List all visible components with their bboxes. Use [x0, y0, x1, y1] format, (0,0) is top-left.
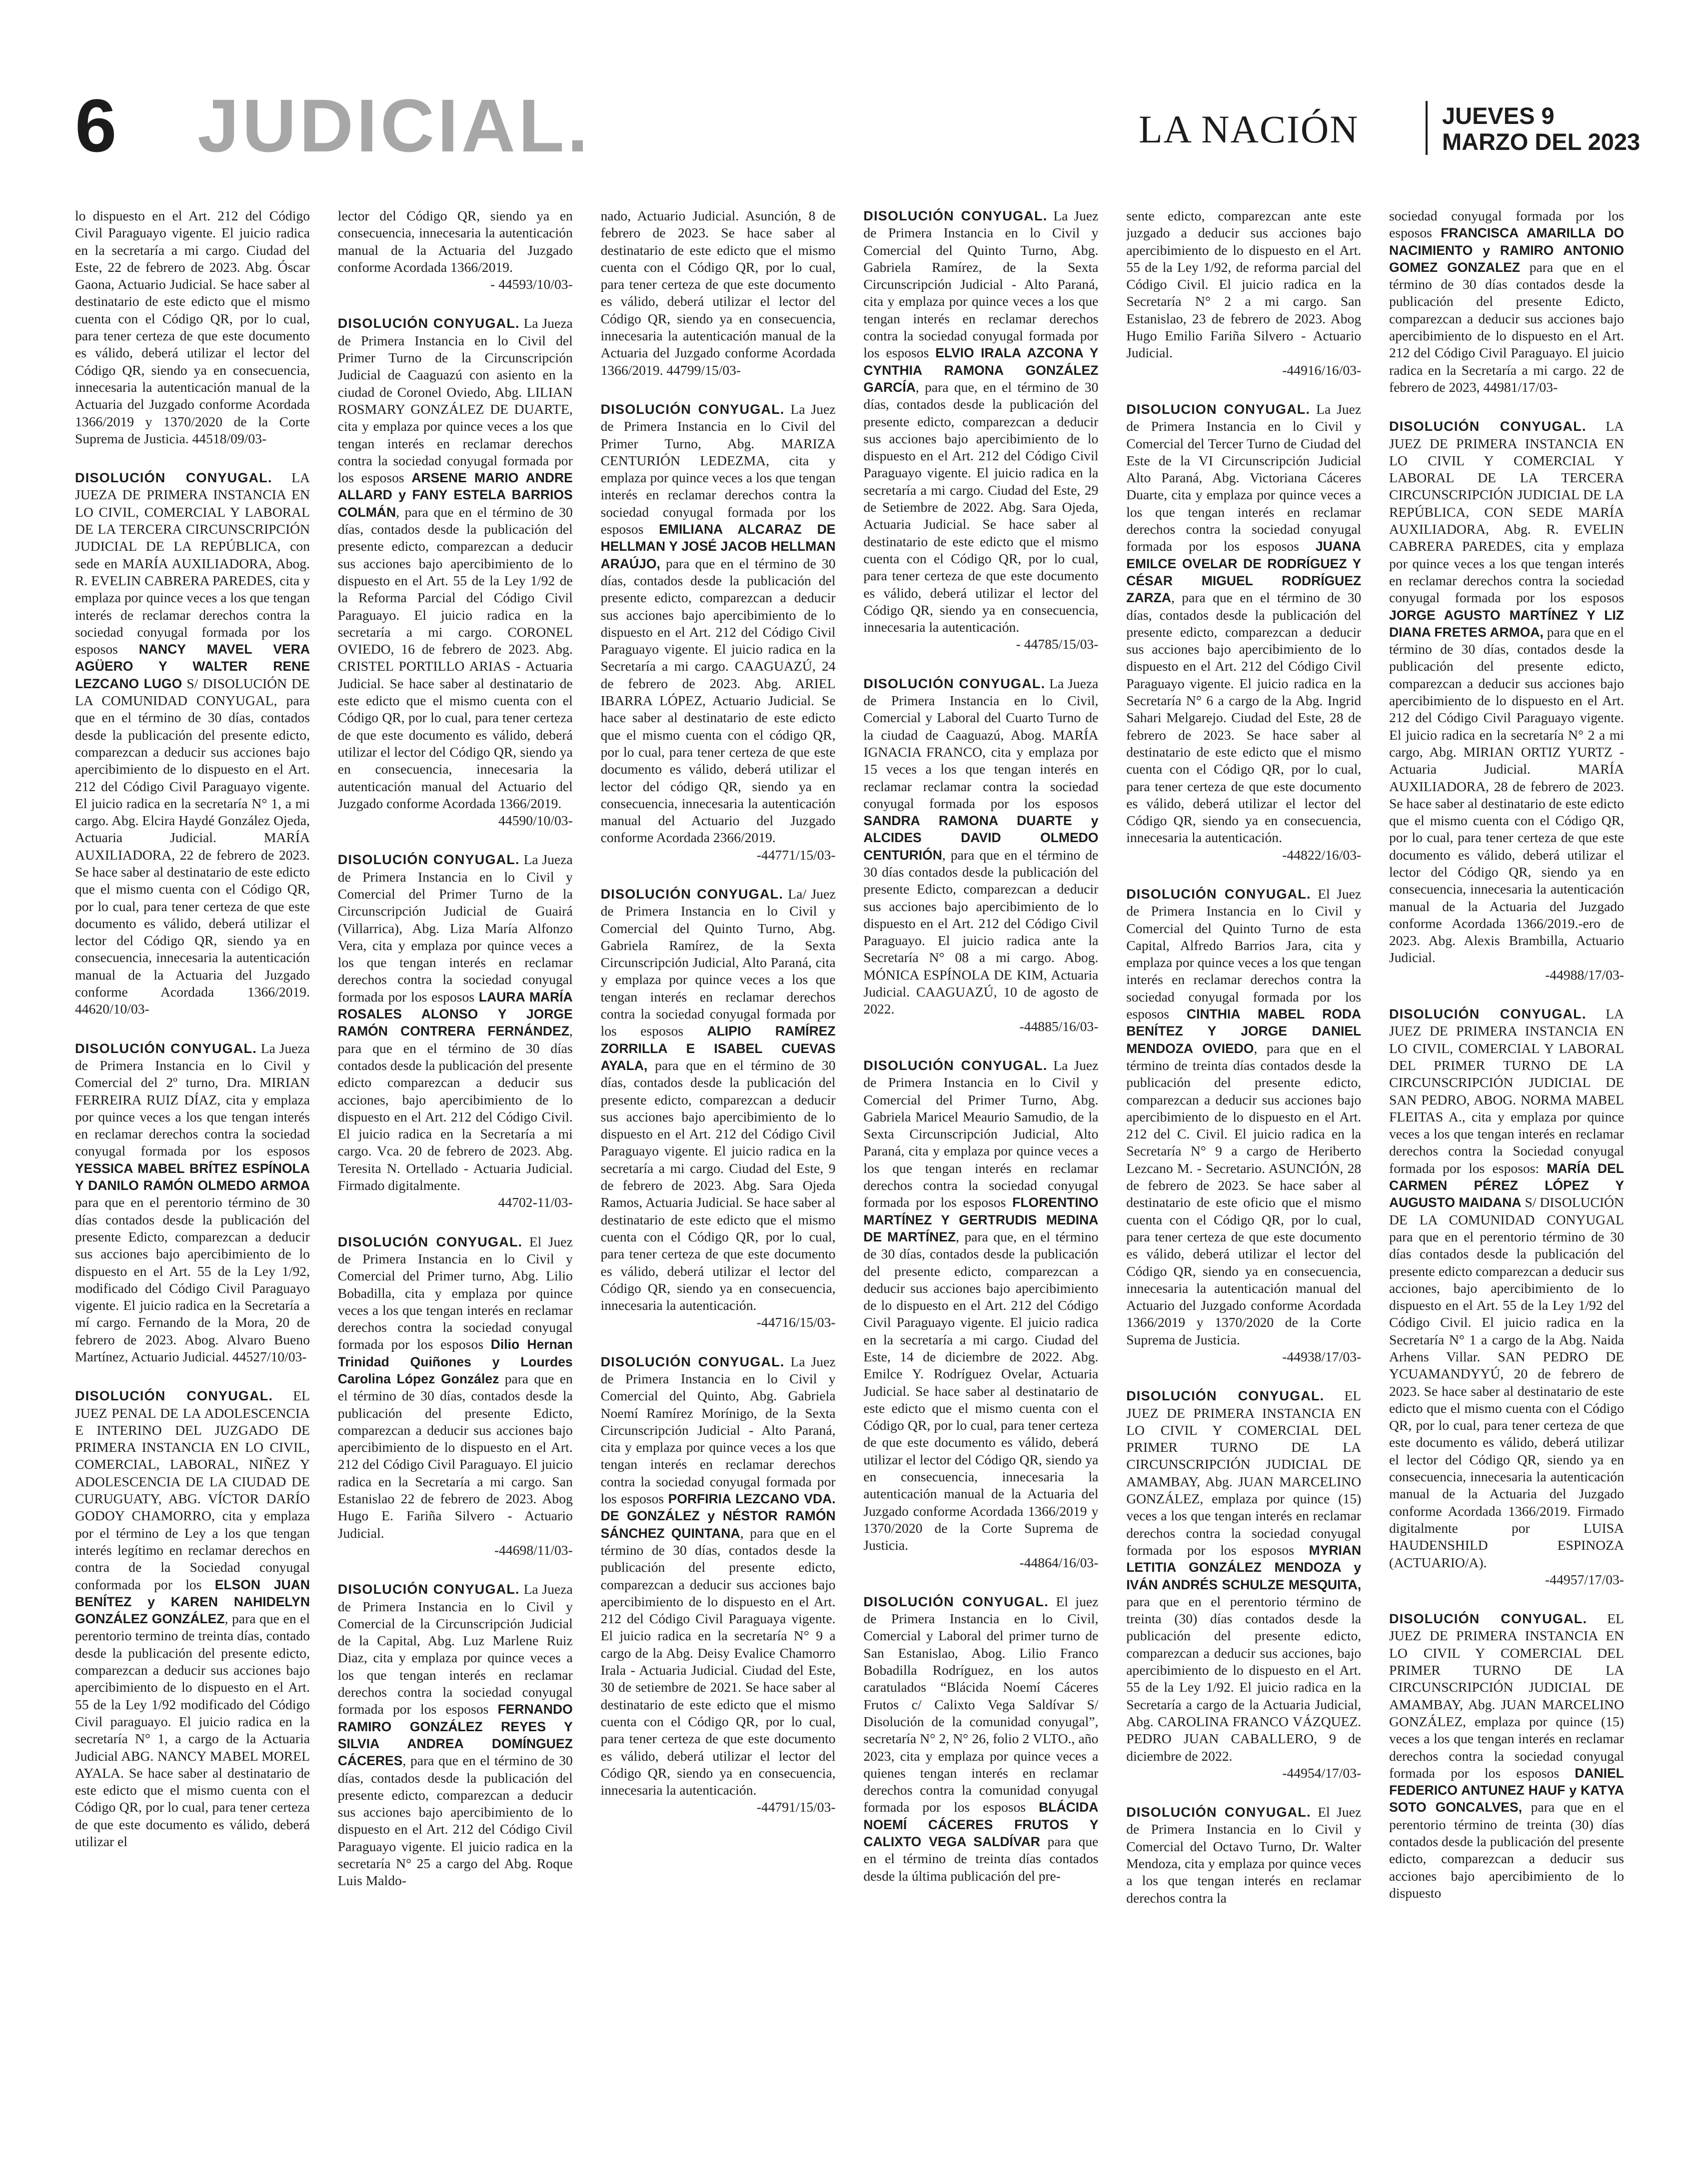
- notice-reference: - 44593/10/03-: [490, 276, 573, 292]
- classifieds-columns: [75, 207, 1624, 2147]
- legal-notice: [75, 1040, 310, 1366]
- notice-text: para que en el término de 30 días, contados desde la publicación del presente Edicto, comparezcan a deducir sus acciones bajo apercibimiento de lo dispuesto en el Art. 212 del Código Civil Paraguayo. El juicio radica en la Secretaría a mi cargo. San Estanislao 22 de febrero de 2023. Abog Hugo E. Fariña Silvero - Actuario Judicial.: [337, 1371, 573, 1541]
- newspaper-logo: LA NACIÓN: [1139, 107, 1359, 151]
- notice-text: S/ DISOLUCIÓN DE LA COMUNIDAD CONYUGAL, para que en el término de 30 días, contados desde la publicación del presente edicto, comparezcan a deducir sus acciones bajo apercibimiento de lo dispuesto en el Art. 212 del Código Civil Paraguayo vigente. El juicio radica en la secretaría N° 1, a mi cargo. Abg. Elcira Haydé González Ojeda, Actuaria Judicial. MARÍA AUXILIADORA, 22 de febrero de 2023. Se hace saber al destinatario de este edicto que el mismo cuenta con el Código QR, por lo cual, para tener certeza de que este documento es válido, deberá utilizar el lector del Código QR, siendo ya en consecuencia, innecesaria la autenticación manual de la Actuaria del Juzgado conforme Acordada 1366/2019. 44620/10/03-: [75, 675, 310, 1017]
- legal-notice: [1126, 1387, 1361, 1782]
- legal-notice: [75, 469, 310, 1018]
- notice-parties: FLORENTINO MARTÍNEZ Y GERTRUDIS MEDINA DE MARTÍNEZ: [863, 1195, 1099, 1244]
- dateline: [1442, 103, 1640, 155]
- notice-parties: FRANCISCA AMARILLA DO NACIMIENTO y RAMIRO ANTONIO GOMEZ GONZALEZ: [1389, 225, 1624, 275]
- notice-text: para que en el perentorio término de treinta (30) días contados desde la publicación del presente edicto, comparezcan a deducir sus acciones, bajo apercibimiento de lo dispuesto en el Art. 55 de la Ley 1/92. El juicio radica en la Secretaría a cargo de la Actuaria Judicial, Abg. CAROLINA FRANCO VÁZQUEZ. PEDRO JUAN CABALLERO, 9 de diciembre de 2022.: [1126, 1593, 1362, 1764]
- notice-text: La Juez de Primera Instancia en lo Civil y Comercial del Tercer Turno de Ciudad del Este de la VI Circunscripción Judicial Alto Paraná, Abg. Victoriana Cáceres Duarte, cita y emplaza por quince veces a los que tengan interés en reclamar derechos contra la sociedad conyugal formada por los esposos: [1126, 401, 1362, 554]
- legal-notice: [75, 1387, 310, 1850]
- legal-notice: [863, 1057, 1098, 1571]
- notice-text: La Jueza de Primera Instancia en lo Civil y Comercial del Primer Turno de la Circunscripción Judicial de Guairá (Villarrica), Abg. Liza María Alfonzo Vera, cita y emplaza por quince veces a los que tengan interés en reclamar derechos contra la sociedad conyugal formada por los esposos: [337, 852, 573, 1005]
- legal-notice: [1389, 1006, 1624, 1588]
- notice-text: El Juez de Primera Instancia en lo Civil y Comercial del Octavo Turno, Dr. Walter Mendoza, cita y emplaza por quince veces a los que tengan interés en reclamar derechos contra la: [1126, 1804, 1362, 1906]
- notice-text: , para que, en el término de 30 días, contados desde la publicación del presente edicto, comparezcan a deducir sus acciones bajo apercibimiento de lo dispuesto en el Art. 212 del Código Civil Paraguayo vigente. El juicio radica en la secretaría a mi cargo. Ciudad del Este, 29 de Setiembre de 2022. Abg. Sara Ojeda, Actuaria Judicial. Se hace saber al destinatario de este edicto que el mismo cuenta con el Código QR, por lo cual, para tener certeza de que este documento es válido, deberá utilizar el lector del Código QR, siendo ya en consecuencia, innecesaria la autenticación.: [863, 379, 1099, 635]
- legal-notice: [1126, 207, 1361, 379]
- notice-parties: BLÁCIDA NOEMÍ CÁCERES FRUTOS Y CALIXTO VEGA SALDÍVAR: [863, 1800, 1099, 1850]
- notice-heading: DISOLUCIÓN CONYUGAL.: [863, 1594, 1049, 1609]
- notice-reference: -44938/17/03-: [1282, 1349, 1362, 1364]
- notice-parties: NANCY MAVEL VERA AGÜERO Y WALTER RENE LEZCANO LUGO: [75, 642, 310, 691]
- notice-heading: DISOLUCIÓN CONYUGAL.: [863, 208, 1048, 223]
- notice-parties: CINTHIA MABEL RODA BENÍTEZ Y JORGE DANIEL MENDOZA OVIEDO: [1126, 1007, 1362, 1056]
- notice-text: para que en el término de 30 días, contados desde la publicación del presente edicto, comparezcan a deducir sus acciones bajo apercibimiento de lo dispuesto en el Art. 212 del Código Civil Paraguayo vigente. El juicio radica en la Secretaría a mi cargo. CAAGUAZÚ, 24 de febrero de 2023. Abg. ARIEL IBARRA LÓPEZ, Actuario Judicial. Se hace saber al destinatario de este edicto que el mismo cuenta con el código QR, por lo cual, para tener certeza de que este documento es válido, deberá utilizar el lector del código QR, siendo ya en consecuencia, innecesaria la autenticación manual del Actuario del Juzgado conforme Acordada 2366/2019.: [600, 555, 836, 846]
- notice-text: S/ DISOLUCIÓN DE LA COMUNIDAD CONYUGAL para que en el perentorio término de 30 días contados desde la publicación del presente edicto comparezcan a deducir sus acciones, bajo apercibimiento de lo dispuesto en el Art. 55 de la Ley 1/92 del Código Civil. El juicio radica en la Secretaría N° 1 a cargo de la Abg. Naida Arhens Villar. SAN PEDRO DE YCUAMANDYYÚ, 20 de febrero de 2023. Se hace saber al destinatario de este edicto que el mismo cuenta con el Código QR, por lo cual, para tener certeza de que este documento es válido, deberá utilizar el lector del Código QR, siendo ya en consecuencia, innecesaria la autenticación manual de la Actuaria del Juzgado conforme Acordada 1366/2019. Firmado digitalmente por LUISA HAUDENSHILD ESPINOZA (ACTUARIO/A).: [1389, 1194, 1624, 1570]
- legal-notice: [1389, 207, 1624, 396]
- notice-text: , para que en el perentorio termino de treinta días, contado desde la publicación del presente edicto, comparezcan a deducir sus acciones bajo apercibimiento de lo dispuesto en el Art. 55 de la Ley 1/92 modificado del Código Civil paraguayo. El juicio radica en la secretaría N° 1, a cargo de la Actuaria Judicial ABG. NANCY MABEL MOREL AYALA. Se hace saber al destinatario de este edicto que el mismo cuenta con el Código QR, por lo cual, para tener certeza de que este documento es válido, deberá utilizar el: [75, 1611, 310, 1850]
- notice-parties: ARSENE MARIO ANDRE ALLARD y FANY ESTELA BARRIOS COLMÁN: [337, 470, 573, 520]
- notice-reference: -44791/15/03-: [756, 1799, 836, 1815]
- notice-text: La Juez de Primera Instancia en lo Civil y Comercial del Quinto, Abg. Gabriela Noemí Ramírez Morínigo, de la Sexta Circunscripción Judicial - Alto Paraná, cita y emplaza por quince veces a los que tengan interés en reclamar derechos contra la sociedad conyugal formada por los esposos: [600, 1353, 836, 1507]
- notice-parties: ELSON JUAN BENÍTEZ y KAREN NAHIDELYN GONZÁLEZ GONZÁLEZ: [75, 1577, 310, 1627]
- notice-text: El Juez de Primera Instancia en lo Civil y Comercial del Primer turno, Abg. Lilio Bobadilla, cita y emplaza por quince veces a los que tengan interés en reclamar derechos contra la sociedad conyugal formada por los esposos: [337, 1233, 573, 1352]
- notice-text: lo dispuesto en el Art. 212 del Código Civil Paraguayo vigente. El juicio radica en la secretaría a mi cargo. Ciudad del Este, 22 de febrero de 2023. Abg. Óscar Gaona, Actuario Judicial. Se hace saber al destinatario de este edicto que el mismo cuenta con el Código QR, por lo cual, para tener certeza de que este documento es válido, deberá utilizar el lector del Código QR, siendo ya en consecuencia, innecesaria la autenticación manual de la Actuaria del Juzgado conforme Acordada 1366/2019 y 1370/2020 de la Corte Suprema de Justicia. 44518/09/03-: [75, 208, 310, 446]
- notice-parties: DANIEL FEDERICO ANTUNEZ HAUF y KATYA SOTO GONCALVES,: [1389, 1765, 1624, 1815]
- notice-heading: DISOLUCIÓN CONYUGAL.: [600, 401, 785, 417]
- notice-parties: SANDRA RAMONA DUARTE y ALCIDES DAVID OLMEDO CENTURIÓN: [863, 813, 1099, 863]
- legal-notice: [338, 1581, 573, 1889]
- notice-text: para que en el término de 30 días, contados desde la publicación del presente edicto, comparezcan a deducir sus acciones bajo apercibimiento de lo dispuesto en el Art. 212 del Código Civil Paraguayo vigente. El juicio radica en la secretaría a mi cargo. Ciudad del Este, 9 de febrero de 2023. Abg. Sara Ojeda Ramos, Actuaria Judicial. Se hace saber al destinatario de este edicto que el mismo cuenta con el Código QR, por lo cual, para tener certeza de que este documento es válido, deberá utilizar el lector del Código QR, siendo ya en consecuencia, innecesaria la autenticación.: [600, 1057, 836, 1313]
- notice-heading: DISOLUCIÓN CONYUGAL.: [75, 470, 272, 486]
- notice-reference: 44590/10/03-: [498, 813, 573, 829]
- notice-parties: MARÍA DEL CARMEN PÉREZ LÓPEZ Y AUGUSTO MAIDANA: [1389, 1160, 1624, 1210]
- legal-notice: [601, 886, 836, 1331]
- notice-heading: DISOLUCIÓN CONYUGAL.: [863, 1058, 1048, 1073]
- legal-notice: [1126, 1804, 1361, 1907]
- dateline-weekday: JUEVES 9: [1442, 102, 1555, 129]
- notice-heading: DISOLUCIÓN CONYUGAL.: [1126, 1805, 1311, 1820]
- notice-reference: -44698/11/03-: [494, 1542, 573, 1558]
- notice-text: EL JUEZ PENAL DE LA ADOLESCENCIA E INTERINO DEL JUZGADO DE PRIMERA INSTANCIA EN LO CIVIL, COMERCIAL, LABORAL, NIÑEZ Y ADOLESCENCIA DE LA CIUDAD DE CURUGUATY, ABG. VÍCTOR DARÍO GODOY CHAMORRO, cita y emplaza por el término de Ley a los que tengan interés legítimo en reclamar derechos en contra de la Sociedad conyugal conformada por los: [75, 1388, 310, 1592]
- notice-text: El juez de Primera Instancia en lo Civil, Comercial y Laboral del primer turno de San Estanislao, Abog. Lilio Franco Bobadilla Rodríguez, en los autos caratulados “Blácida Noemí Cáceres Frutos c/ Calixto Vega Saldívar S/ Disolución de la comunidad conyugal”, secretaría N° 2, N° 26, folio 2 VLTO., año 2023, cita y emplaza por quince veces a quienes tengan interés en reclamar derechos contra la comunidad conyugal formada por los esposos: [863, 1593, 1099, 1815]
- notice-text: EL JUEZ DE PRIMERA INSTANCIA EN LO CIVIL Y COMERCIAL DEL PRIMER TURNO DE LA CIRCUNSCRIPCIÓN JUDICIAL DE AMAMBAY, Abg. JUAN MARCELINO GONZÁLEZ, emplaza por quince (15) veces a los que tengan interés en reclamar derechos contra la sociedad conyugal formada por los esposos: [1126, 1388, 1362, 1558]
- notice-reference: -44864/16/03-: [1019, 1554, 1099, 1570]
- notice-text: , para que en el término de 30 días contados desde la publicación del presente Edicto, comparezcan a deducir sus acciones bajo apercibimiento de lo dispuesto en el Art. 212 del Código Civil Paraguayo. El juicio radica ante la Secretaría N° 08 a mi cargo. Abog. MÓNICA ESPÍNOLA DE KIM, Actuaria Judicial. CAAGUAZÚ, 10 de agosto de 2022.: [863, 847, 1099, 1017]
- notice-reference: -44957/17/03-: [1545, 1571, 1624, 1587]
- notice-text: La Juez de Primera Instancia en lo Civil y Comercial del Primer Turno, Abg. Gabriela Maricel Meaurio Samudio, de la Sexta Circunscripción Judicial, Alto Paraná, cita y emplaza por quince veces a los que tengan interés en reclamar derechos contra la sociedad conyugal formada por los esposos: [863, 1057, 1099, 1210]
- notice-parties: PORFIRIA LEZCANO VDA. DE GONZÁLEZ y NÉSTOR RAMÓN SÁNCHEZ QUINTANA: [600, 1491, 836, 1541]
- notice-reference: -44822/16/03-: [1282, 847, 1362, 863]
- notice-parties: ALIPIO RAMÍREZ ZORRILLA E ISABEL CUEVAS AYALA,: [600, 1024, 836, 1073]
- notice-heading: DISOLUCION CONYUGAL.: [1126, 401, 1311, 417]
- notice-text: sociedad conyugal formada por los esposos: [1389, 208, 1624, 241]
- notice-heading: DISOLUCIÓN CONYUGAL.: [1389, 419, 1587, 434]
- column-4: [863, 207, 1098, 2147]
- notice-reference: 44702-11/03-: [498, 1194, 573, 1210]
- notice-text: La Jueza de Primera Instancia en lo Civil y Comercial del 2º turno, Dra. MIRIAN FERREIRA RUIZ DÍAZ, cita y emplaza por quince veces a los que tengan interés en reclamar derechos contra la sociedad conyugal formada por los esposos: [75, 1040, 310, 1159]
- notice-heading: DISOLUCIÓN CONYUGAL.: [75, 1041, 257, 1056]
- notice-reference: -44916/16/03-: [1282, 362, 1362, 378]
- notice-text: , para que en el término de 30 días, contados desde la publicación del presente edicto, comparezcan a deducir sus acciones bajo apercibimiento de lo dispuesto en el Art. 212 del Código Civil Paraguayo vigente. El juicio radica en la secretaría N° 25 a cargo del Abg. Roque Luis Maldo-: [337, 1753, 573, 1889]
- header-divider: [1426, 101, 1428, 155]
- notice-text: La/ Juez de Primera Instancia en lo Civil y Comercial del Quinto Turno, Abg. Gabriela Ramírez, de la Sexta Circunscripción Judicial, Alto Paraná, cita y emplaza por quince veces a los que tengan interés en reclamar derechos contra la sociedad conyugal formada por los esposos: [600, 886, 836, 1039]
- notice-text: El Juez de Primera Instancia en lo Civil y Comercial del Quinto Turno de esta Capital, Alfredo Barrios Jara, cita y emplaza por quince veces a los que tengan interés en reclamar derechos contra la sociedad conyugal formada por los esposos: [1126, 886, 1362, 1022]
- section-title: JUDICIAL.: [197, 83, 591, 167]
- notice-text: nado, Actuario Judicial. Asunción, 8 de febrero de 2023. Se hace saber al destinatario de este edicto que el mismo cuenta con el Código QR, por lo cual, para tener certeza de que este documento es válido, deberá utilizar el lector del Código QR, siendo ya en consecuencia, innecesaria la autenticación manual de la Actuaria del Juzgado conforme Acordada 1366/2019. 44799/15/03-: [600, 208, 836, 378]
- masthead: [75, 83, 1641, 167]
- notice-text: para que en el perentorio término de 30 días contados desde la publicación del presente Edicto, comparezcan a deducir sus acciones bajo apercibimiento de lo dispuesto en el Art. 55 de la Ley 1/92, modificado del Código Civil Paraguayo vigente. El juicio radica en la Secretaría a mí cargo. Fernando de la Mora, 20 de febrero de 2023. Abog. Alvaro Bueno Martínez, Actuario Judicial. 44527/10/03-: [75, 1194, 310, 1364]
- legal-notice: [338, 1233, 573, 1559]
- legal-notice: [601, 207, 836, 379]
- column-5: [1126, 207, 1361, 2147]
- notice-text: , para que en el término de 30 días, contados desde la publicación del presente edicto, comparezcan a deducir sus acciones bajo apercibimiento de lo dispuesto en el Art. 212 del Código Civil Paraguayo vigente. El juicio radica en la Secretaría N° 6 a cargo de la Abg. Ingrid Sahari Melgarejo. Ciudad del Este, 28 de febrero de 2023. Se hace saber al destinatario de este edicto que el mismo cuenta con el Código QR, por lo cual, para tener certeza de que este documento es válido, deberá utilizar el lector del Código QR, siendo ya en consecuencia, innecesaria la autenticación.: [1126, 590, 1362, 846]
- notice-reference: -44988/17/03-: [1545, 967, 1624, 983]
- notice-parties: FERNANDO RAMIRO GONZÁLEZ REYES Y SILVIA ANDREA DOMÍNGUEZ CÁCERES: [337, 1702, 573, 1769]
- notice-text: , para que en el término de 30 días contados desde la publicación del presente edicto comparezcan a deducir sus acciones, bajo apercibimiento de lo dispuesto en el Art. 212 del Código Civil. El juicio radica en la Secretaría a mi cargo. Vca. 20 de febrero de 2023. Abg. Teresita N. Ortellado - Actuaria Judicial. Firmado digitalmente.: [337, 1023, 573, 1193]
- notice-text: para que en el perentorio término de treinta (30) días contados desde la publicación del presente edicto, comparezcan a deducir sus acciones bajo apercibimiento de lo dispuesto: [1389, 1799, 1624, 1901]
- notice-heading: DISOLUCIÓN CONYUGAL.: [1389, 1611, 1588, 1627]
- notice-text: para que en el término de 30 días, contados desde la publicación del presente edicto, comparezcan a deducir sus acciones bajo apercibimiento de lo dispuesto en el Art. 212 del Código Civil Paraguayo vigente. El juicio radica en la secretaría N° 2 a mi cargo, Abg. MIRIAN ORTIZ YURTZ - Actuaria Judicial. MARÍA AUXILIADORA, 28 de febrero de 2023. Se hace saber al destinatario de este edicto que el mismo cuenta con el Código QR, por lo cual, para tener certeza de que este documento es válido, deberá utilizar el lector del Código QR, siendo ya en consecuencia, innecesaria la autenticación manual de la Actuaria del Juzgado conforme Acordada 1366/2019.-ero de 2023. Abg. Alexis Brambilla, Actuario Judicial.: [1389, 624, 1624, 966]
- notice-parties: EMILIANA ALCARAZ DE HELLMAN Y JOSÉ JACOB HELLMAN ARAÚJO,: [600, 522, 836, 571]
- notice-parties: ELVIO IRALA AZCONA Y CYNTHIA RAMONA GONZÁLEZ GARCÍA: [863, 345, 1099, 395]
- page-number: 6: [75, 83, 115, 167]
- legal-notice: [1389, 1610, 1624, 1902]
- notice-heading: DISOLUCIÓN CONYUGAL.: [600, 886, 784, 902]
- notice-text: lector del Código QR, siendo ya en consecuencia, innecesaria la autenticación manual de la Actuaria del Juzgado conforme Acordada 1366/2019.: [337, 208, 573, 275]
- notice-reference: -44771/15/03-: [756, 847, 836, 863]
- notice-text: LA JUEZ DE PRIMERA INSTANCIA EN LO CIVIL Y COMERCIAL Y LABORAL DE LA TERCERA CIRCUNSCRIPCIÓN JUDICIAL DE LA REPÚBLICA, CON SEDE MARÍA AUXILIADORA, Abg. R. EVELIN CABRERA PAREDES, cita y emplaza por quince veces a los que tengan interés en reclamar derechos contra la sociedad conyugal formada por los esposos: [1389, 418, 1624, 606]
- notice-parties: LAURA MARÍA ROSALES ALONSO Y JORGE RAMÓN CONTRERA FERNÁNDEZ: [337, 989, 573, 1039]
- notice-text: La Jueza de Primera Instancia en lo Civil y Comercial de la Circunscripción Judicial de la Capital, Abg. Luz Marlene Ruiz Diaz, cita y emplaza por quince veces a los que tengan interés en reclamar derechos contra la sociedad conyugal formada por los esposos: [337, 1581, 573, 1717]
- legal-notice: [338, 207, 573, 293]
- notice-text: LA JUEZ DE PRIMERA INSTANCIA EN LO CIVIL, COMERCIAL Y LABORAL DEL PRIMER TURNO DE LA CIRCUNSCRIPCIÓN JUDICIAL DE SAN PEDRO, ABOG. NORMA MABEL FLEITAS A., cita y emplaza por quince veces a los que tengan interés en reclamar derechos contra la Sociedad conyugal formada por los esposos:: [1389, 1006, 1624, 1176]
- notice-parties: JORGE AGUSTO MARTÍNEZ Y LIZ DIANA FRETES ARMOA,: [1389, 607, 1624, 640]
- notice-text: EL JUEZ DE PRIMERA INSTANCIA EN LO CIVIL Y COMERCIAL DEL PRIMER TURNO DE LA CIRCUNSCRIPCIÓN JUDICIAL DE AMAMBAY, Abg. JUAN MARCELINO GONZÁLEZ, emplaza por quince (15) veces a los que tengan interés en reclamar derechos contra la sociedad conyugal formada por los esposos: [1389, 1611, 1624, 1781]
- notice-heading: DISOLUCIÓN CONYUGAL.: [75, 1388, 273, 1404]
- notice-heading: DISOLUCIÓN CONYUGAL.: [337, 316, 520, 331]
- notice-text: para que en el término de treinta días contados desde la última publicación del pre-: [863, 1834, 1099, 1884]
- notice-text: , para que, en el término de 30 días, contados desde la publicación del presente edicto, comparezcan a deducir sus acciones bajo apercibimiento de lo dispuesto en el Art. 212 del Código Civil Paraguayo vigente. El juicio radica en la secretaría a mi cargo. Ciudad del Este, 14 de diciembre de 2022. Abg. Emilce Y. Rodríguez Ovelar, Actuaria Judicial. Se hace saber al destinatario de este edicto que el mismo cuenta con el Código QR, por lo cual, para tener certeza de que este documento es válido, deberá utilizar el lector del Código QR, siendo ya en consecuencia, innecesaria la autenticación manual de la Actuaria del Juzgado conforme Acordada 1366/2019 y 1370/2020 de la Corte Suprema de Justicia.: [863, 1228, 1099, 1553]
- notice-text: para que en el término de 30 días contados desde la publicación del presente Edicto, comparezcan a deducir sus acciones bajo apercibimiento de lo dispuesto en el Art. 212 del Código Civil Paraguayo. El juicio radica en la Secretaría a mi cargo. 22 de febrero de 2023, 44981/17/03-: [1389, 259, 1624, 395]
- notice-parties: Dilio Hernan Trinidad Quiñones y Lourdes Carolina López González: [337, 1337, 573, 1386]
- legal-notice: [863, 675, 1098, 1035]
- legal-notice: [338, 315, 573, 829]
- notice-text: La Juez de Primera Instancia en lo Civil y Comercial del Quinto Turno, Abg. Gabriela Ramírez, de la Sexta Circunscripción Judicial - Alto Paraná, cita y emplaza por quince veces a los que tengan interés en reclamar derechos contra la sociedad conyugal formada por los esposos: [863, 208, 1099, 361]
- legal-notice: [75, 207, 310, 447]
- notice-reference: -44716/15/03-: [756, 1314, 836, 1330]
- notice-text: La Jueza de Primera Instancia en lo Civil del Primer Turno de la Circunscripción Judicial de Caaguazú con asiento en la ciudad de Coronel Oviedo, Abg. LILIAN ROSMARY GONZÁLEZ DE DUARTE, cita y emplaza por quince veces a los que tengan interés en reclamar derechos contra la sociedad conyugal formada por los esposos: [337, 315, 573, 486]
- notice-parties: JUANA EMILCE OVELAR DE RODRÍGUEZ Y CÉSAR MIGUEL RODRÍGUEZ ZARZA: [1126, 539, 1362, 606]
- notice-reference: -44954/17/03-: [1282, 1765, 1362, 1781]
- notice-text: La Jueza de Primera Instancia en lo Civil, Comercial y Laboral del Cuarto Turno de la ciudad de Caaguazú, Abog. MARÍA IGNACIA FRANCO, cita y emplaza por 15 veces a los que tengan interés en reclamar reclamar contra la sociedad conyugal formada por los esposos: [863, 675, 1099, 811]
- notice-heading: DISOLUCIÓN CONYUGAL.: [1126, 1388, 1325, 1404]
- notice-heading: DISOLUCIÓN CONYUGAL.: [337, 852, 520, 868]
- column-3: [601, 207, 836, 2147]
- notice-text: , para que en el término de 30 días, contados desde la publicación del presente edicto, comparezcan a deducir sus acciones bajo apercibimiento de lo dispuesto en el Art. 55 de la Ley 1/92 de la Reforma Parcial del Código Civil Paraguayo. El juicio radica en la secretaría a mi cargo. CORONEL OVIEDO, 16 de febrero de 2023. Abg. CRISTEL PORTILLO ARIAS - Actuaria Judicial. Se hace saber al destinatario de este edicto que el mismo cuenta con el Código QR, por lo cual, para tener certeza de que este documento es válido, deberá utilizar el lector del Código QR, siendo ya en consecuencia, innecesaria la autenticación manual del Actuario del Juzgado conforme Acordada 1366/2019.: [337, 504, 573, 811]
- notice-text: , para que en el término de 30 días, contados desde la publicación del presente edicto, comparezcan a deducir sus acciones bajo apercibimiento de lo dispuesto en el Art. 212 del Código Civil Paraguaya vigente. El juicio radica en la secretaría N° 9 a cargo de la Abg. Deisy Evalice Chamorro Irala - Actuaria Judicial. Ciudad del Este, 30 de setiembre de 2021. Se hace saber al destinatario de este edicto que el mismo cuenta con el Código QR, por lo cual, para tener certeza de que este documento es válido, deberá utilizar el lector del Código QR, siendo ya en consecuencia, innecesaria la autenticación.: [600, 1525, 836, 1798]
- notice-text: sente edicto, comparezcan ante este juzgado a deducir sus acciones bajo apercibimiento de lo dispuesto en el Art. 55 de la Ley 1/92, de reforma parcial del Código Civil. El juicio radica en la Secretaría N° 2 a mi cargo. San Estanislao, 23 de febrero de 2023. Abog Hugo Emilio Fariña Silvero - Actuario Judicial.: [1126, 208, 1362, 361]
- notice-reference: -44885/16/03-: [1019, 1018, 1099, 1034]
- legal-notice: [1126, 401, 1361, 864]
- column-6: [1389, 207, 1624, 2147]
- legal-notice: [1126, 886, 1361, 1365]
- legal-notice: [601, 401, 836, 864]
- notice-parties: MYRIAN LETITIA GONZÁLEZ MENDOZA y IVÁN ANDRÉS SCHULZE MESQUITA,: [1126, 1542, 1362, 1592]
- column-1: [75, 207, 310, 2147]
- legal-notice: [863, 1593, 1098, 1885]
- notice-text: La Juez de Primera Instancia en lo Civil del Primer Turno, Abg. MARIZA CENTURIÓN LEDEZMA, cita y emplaza por quince veces a los que tengan interés en reclamar derechos contra la sociedad conyugal formada por los esposos: [600, 401, 836, 537]
- notice-heading: DISOLUCIÓN CONYUGAL.: [1126, 886, 1311, 902]
- notice-heading: DISOLUCIÓN CONYUGAL.: [1389, 1007, 1587, 1022]
- dateline-date: MARZO DEL 2023: [1442, 128, 1641, 155]
- column-2: [338, 207, 573, 2147]
- notice-text: LA JUEZA DE PRIMERA INSTANCIA EN LO CIVIL, COMERCIAL Y LABORAL DE LA TERCERA CIRCUNSCRIPCIÓN JUDICIAL DE LA REPÚBLICA, con sede en MARÍA AUXILIADORA, Abog. R. EVELIN CABRERA PAREDES, cita y emplaza por quince veces a los que tengan interés de reclamar derechos contra la sociedad conyugal formada por los esposos: [75, 470, 310, 657]
- notice-parties: YESSICA MABEL BRÍTEZ ESPÍNOLA Y DANILO RAMÓN OLMEDO ARMOA: [75, 1160, 310, 1193]
- legal-notice: [338, 851, 573, 1211]
- notice-reference: - 44785/15/03-: [1016, 636, 1099, 652]
- legal-notice: [863, 207, 1098, 653]
- notice-heading: DISOLUCIÓN CONYUGAL.: [600, 1354, 785, 1369]
- notice-heading: DISOLUCIÓN CONYUGAL.: [863, 676, 1046, 691]
- legal-notice: [601, 1353, 836, 1816]
- notice-heading: DISOLUCIÓN CONYUGAL.: [337, 1582, 520, 1597]
- legal-notice: [1389, 418, 1624, 984]
- notice-text: , para que en el término de treinta días contados desde la publicación del presente edicto, comparezcan a deducir sus acciones bajo apercibimiento de lo dispuesto en el Art. 212 del C. Civil. El juicio radica en la Secretaría N° 9 a cargo de Heriberto Lezcano M. - Secretario. ASUNCIÓN, 28 de febrero de 2023. Se hace saber al destinatario de este oficio que el mismo cuenta con el Código QR, por lo cual, para tener certeza de que este documento es válido, deberá utilizar el lector del Código QR, siendo ya en consecuencia, innecesaria la autenticación manual del Actuario del Juzgado conforme Acordada 1366/2019 y 1370/2020 de la Corte Suprema de Justicia.: [1126, 1040, 1362, 1347]
- notice-heading: DISOLUCIÓN CONYUGAL.: [337, 1234, 523, 1249]
